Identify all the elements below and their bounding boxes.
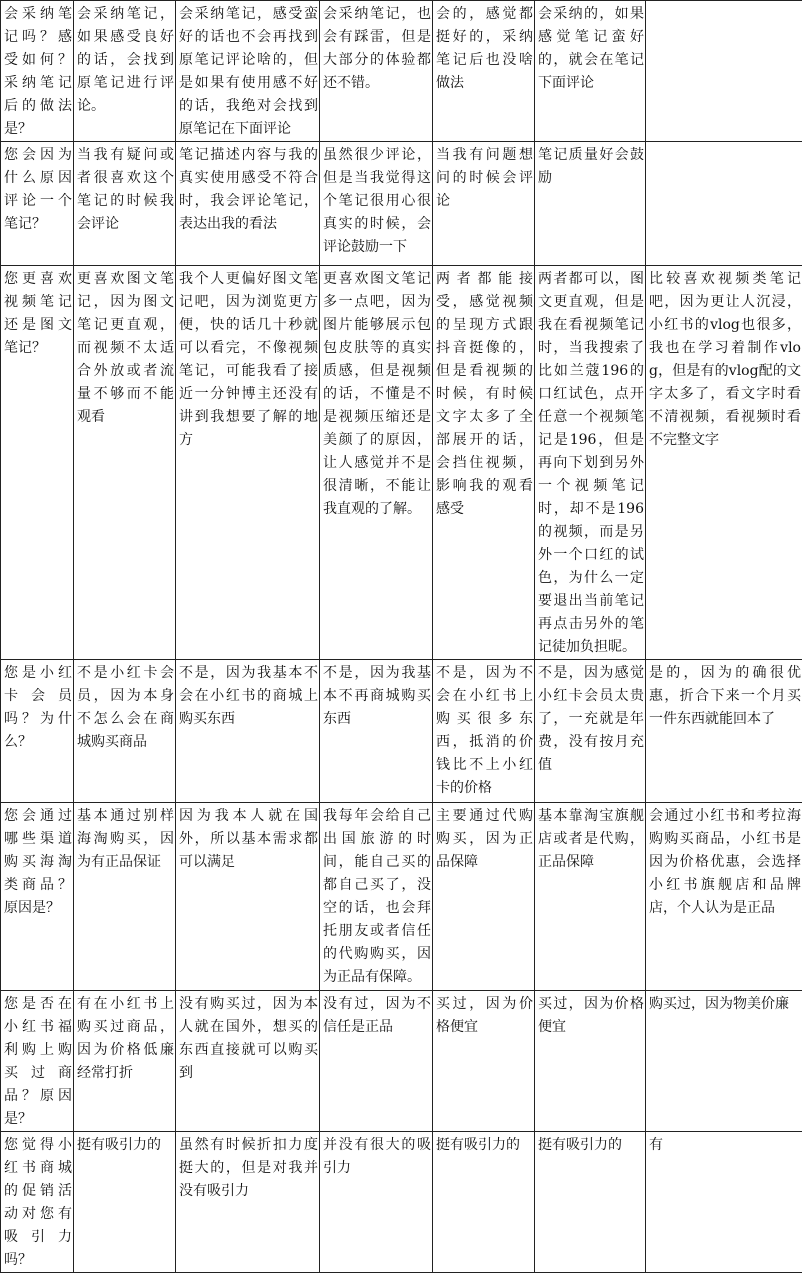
answer-cell: 挺有吸引力的 [535, 1132, 646, 1273]
question-cell: 您觉得小红书商城的促销活动对您有吸引力吗？ [1, 1132, 74, 1273]
question-cell: 您更喜欢视频笔记还是图文笔记？ [1, 266, 74, 660]
question-cell: 您会因为什么原因评论一个笔记？ [1, 142, 74, 266]
answer-cell: 基本通过别样海淘购买，因为有正品保证 [74, 803, 176, 991]
table-row [1, 803, 802, 991]
answer-cell: 当我有问题想问的时候会评论 [433, 142, 535, 266]
question-cell: 会采纳笔记吗？感受如何？采纳笔记后的做法是？ [1, 1, 74, 142]
answer-cell: 会采纳笔记，如果感受良好的话，会找到原笔记进行评论。 [74, 1, 176, 142]
answer-cell: 买过，因为价格便宜 [535, 991, 646, 1132]
answer-cell: 挺有吸引力的 [74, 1132, 176, 1273]
answer-cell: 有 [646, 1132, 802, 1273]
answer-cell: 会采纳笔记，也会有踩雷，但是大部分的体验都还不错。 [320, 1, 433, 142]
answer-cell: 我个人更偏好图文笔记吧，因为浏览更方便，快的话几十秒就可以看完，不像视频笔记，可能我看了接近一分钟博主还没有讲到我想要了解的地方 [176, 266, 320, 660]
answer-cell: 不是，因为不会在小红书上购买很多东西，抵消的价钱比不上小红卡的价格 [433, 660, 535, 803]
table-row [1, 660, 802, 803]
table-row [1, 1, 802, 142]
answer-cell: 两者都能接受，感觉视频的呈现方式跟抖音挺像的，但是看视频的时候，有时候文字太多了全部展开的话，会挡住视频，影响我的观看感受 [433, 266, 535, 660]
answer-cell: 我每年会给自己出国旅游的时间，能自己买的都自己买了，没空的话，也会拜托朋友或者信任的代购购买，因为正品有保障。 [320, 803, 433, 991]
answer-cell: 买过，因为价格便宜 [433, 991, 535, 1132]
answer-cell: 基本靠淘宝旗舰店或者是代购，正品保障 [535, 803, 646, 991]
answer-cell: 没有购买过，因为本人就在国外，想买的东西直接就可以购买到 [176, 991, 320, 1132]
question-cell: 您是否在小红书福利购上购买过商品？原因是？ [1, 991, 74, 1132]
answer-cell: 会采纳的，如果感觉笔记蛮好的，就会在笔记下面评论 [535, 1, 646, 142]
table-row [1, 266, 802, 660]
answer-cell: 更喜欢图文笔记，因为图文笔记更直观，而视频不太适合外放或者流量不够而不能观看 [74, 266, 176, 660]
answer-cell: 会通过小红书和考拉海购购买商品，小红书是因为价格优惠，会选择小红书旗舰店和品牌店，个人认为是正品 [646, 803, 802, 991]
question-cell: 您会通过哪些渠道购买海淘类商品？原因是？ [1, 803, 74, 991]
answer-cell: 会采纳笔记，感受蛮好的话也不会再找到原笔记评论啥的，但是如果有使用感不好的话，我绝对会找到原笔记在下面评论 [176, 1, 320, 142]
answer-cell: 会的，感觉都挺好的，采纳笔记后也没啥做法 [433, 1, 535, 142]
table-row [1, 991, 802, 1132]
answer-cell: 没有过，因为不信任是正品 [320, 991, 433, 1132]
answer-cell: 不是，因为我基本不会在小红书的商城上购买东西 [176, 660, 320, 803]
answer-cell: 有在小红书上购买过商品，因为价格低廉经常打折 [74, 991, 176, 1132]
answer-cell: 两者都可以，图文更直观，但是我在看视频笔记时，当我搜索了比如兰蔻196的口红试色，点开任意一个视频笔记是196，但是再向下划到另外一个视频笔记时，却不是196的视频，而是另外一个口红的试色，为什么一定要退出当前笔记再点击另外的笔记徒加负担昵。 [535, 266, 646, 660]
table-row [1, 142, 802, 266]
answer-cell: 比较喜欢视频类笔记吧，因为更让人沉浸，小红书的vlog也很多，我也在学习着制作vlog，但是有的vlog配的文字太多了，看文字时看不清视频，看视频时看不完整文字 [646, 266, 802, 660]
answer-cell: 不是小红卡会员，因为本身不怎么会在商城购买商品 [74, 660, 176, 803]
answer-cell: 因为我本人就在国外，所以基本需求都可以满足 [176, 803, 320, 991]
answer-cell: 是的，因为的确很优惠，折合下来一个月买一件东西就能回本了 [646, 660, 802, 803]
answer-cell: 更喜欢图文笔记多一点吧，因为图片能够展示包包皮肤等的真实质感，但是视频的话，不懂是不是视频压缩还是美颜了的原因，让人感觉并不是很清晰，不能让我直观的了解。 [320, 266, 433, 660]
answer-cell [646, 142, 802, 266]
answer-cell: 笔记描述内容与我的真实使用感受不符合时，我会评论笔记，表达出我的看法 [176, 142, 320, 266]
answer-cell [646, 1, 802, 142]
answer-cell: 不是，因为感觉小红卡会员太贵了，一充就是年费，没有按月充值 [535, 660, 646, 803]
answer-cell: 挺有吸引力的 [433, 1132, 535, 1273]
answer-cell: 当我有疑问或者很喜欢这个笔记的时候我会评论 [74, 142, 176, 266]
answer-cell: 并没有很大的吸引力 [320, 1132, 433, 1273]
answer-cell: 虽然有时候折扣力度挺大的，但是对我并没有吸引力 [176, 1132, 320, 1273]
question-cell: 您是小红卡会员吗？为什么？ [1, 660, 74, 803]
table-row [1, 1132, 802, 1273]
answer-cell: 主要通过代购购买，因为正品保障 [433, 803, 535, 991]
answer-cell: 虽然很少评论，但是当我觉得这个笔记很用心很真实的时候，会评论鼓励一下 [320, 142, 433, 266]
answer-cell: 购买过，因为物美价廉 [646, 991, 802, 1132]
answer-cell: 笔记质量好会鼓励 [535, 142, 646, 266]
answer-cell: 不是，因为我基本不再商城购买东西 [320, 660, 433, 803]
